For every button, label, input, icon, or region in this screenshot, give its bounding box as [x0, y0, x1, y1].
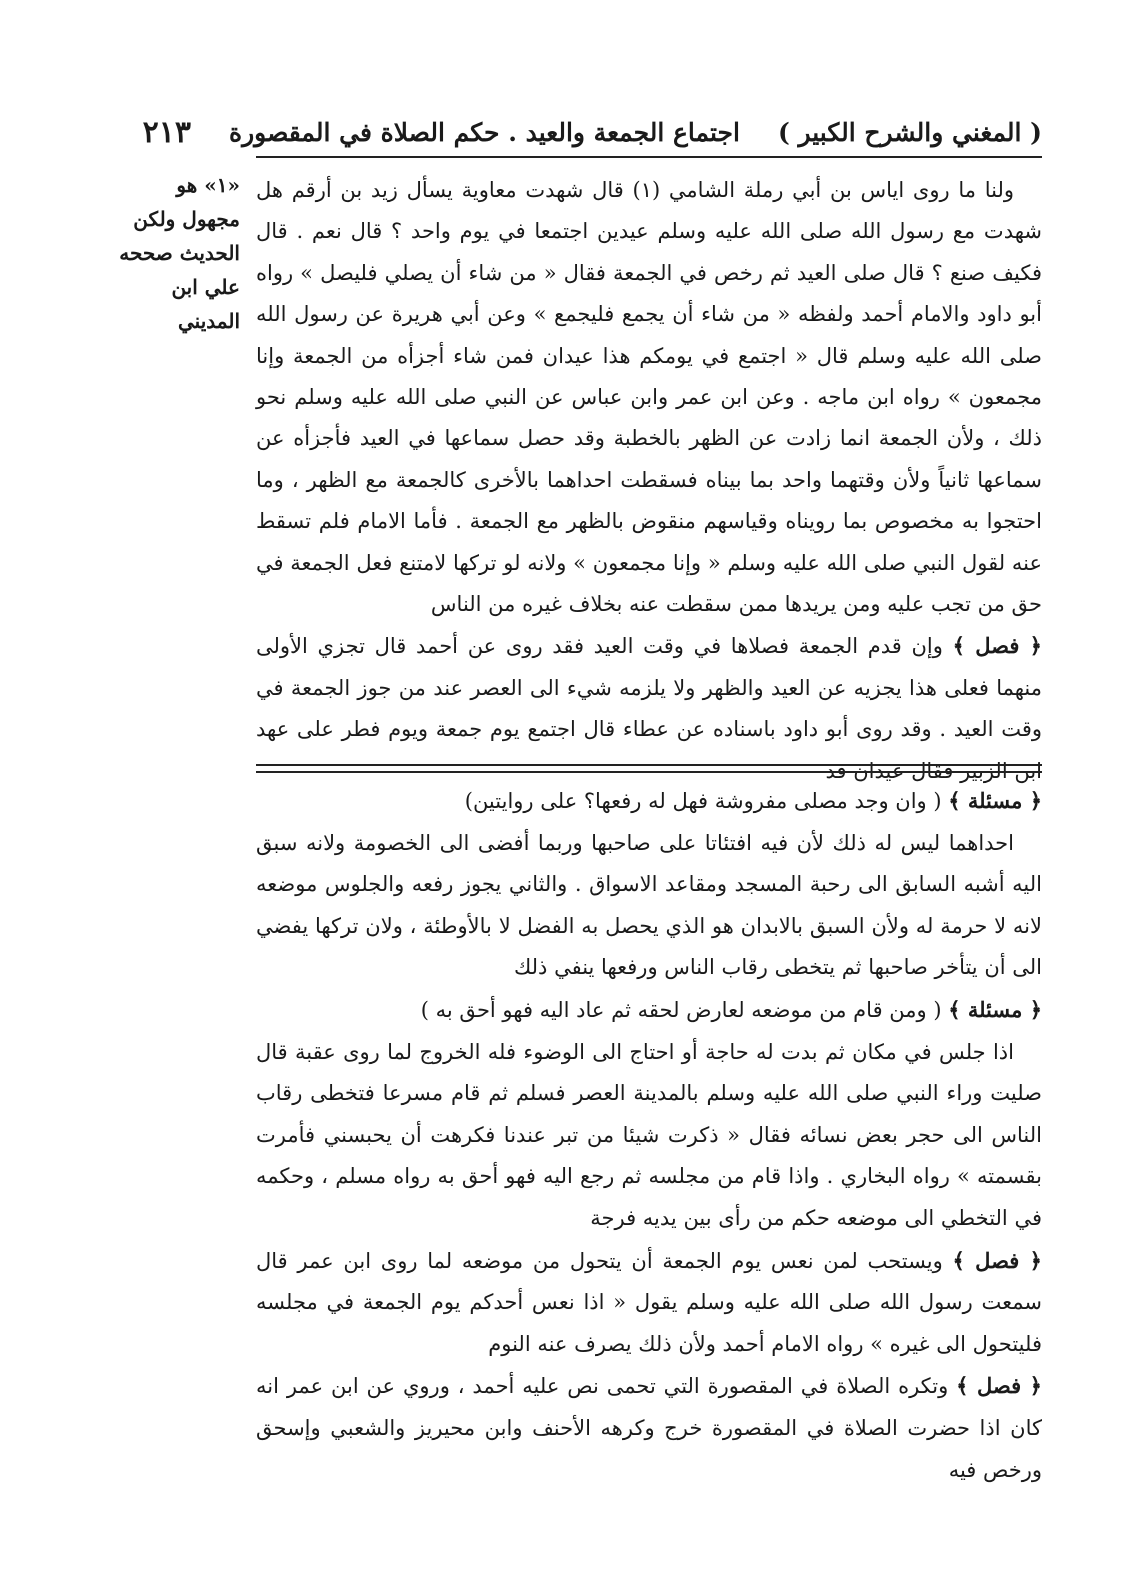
masala-text: ( ومن قام من موضعه لعارض لحقه ثم عاد اليه فهو أحق به ): [420, 997, 942, 1022]
header-rule: [256, 156, 1042, 158]
section-title: اجتماع الجمعة والعيد . حكم الصلاة في المقصورة: [229, 117, 740, 147]
running-header: [142, 112, 1042, 152]
book-title: ( المغني والشرح الكبير ): [777, 117, 1042, 147]
masala-text: ( وان وجد مصلى مفروشة فهل له رفعها؟ على روايتين): [464, 789, 942, 813]
paragraph-leaving-seat: اذا جلس في مكان ثم بدت له حاجة أو احتاج الى الوضوء فله الخروج لما روى عقبة قال صليت وراء النبي صلى الله عليه وسلم بالمدينة العصر فسلم ثم قام مسرعا فتخطى رقاب الناس الى حجر بعض نسائه فقال « ذكرت شيئا من تبر عندنا فكرهت أن يحبسني فأمرت بقسمته » رواه البخاري . واذا قام من مجلسه ثم رجع اليه فهو أحق به رواه مسلم ، وحكمه في التخطي الى موضعه حكم من رأى بين يديه فرجة: [256, 1039, 1042, 1230]
masala-label: ﴿ مسئلة ﴾: [948, 996, 1042, 1022]
fasl-text: وتكره الصلاة في المقصورة التي تحمى نص عليه أحمد ، وروي عن ابن عمر انه كان اذا حضرت الصلاة في المقصورة خرج وكرهه الأحنف وابن محيريز والشعبي وإسحق ورخص فيه: [256, 1374, 1042, 1482]
fasl-label: ﴿ فصل ﴾: [956, 1373, 1042, 1399]
masala-prayer-mat: [256, 780, 1042, 823]
masala-label: ﴿ مسئلة ﴾: [948, 788, 1042, 813]
paragraph-two-narrations: احداهما ليس له ذلك لأن فيه افتئاتا على صاحبها وربما أفضى الى الخصومة ولانه سبق اليه أشبه السابق الى رحبة المسجد ومقاعد الاسواق . والثاني يجوز رفعه والجلوس موضعه لانه لا حرمة له ولأن السبق بالابدان هو الذي يحصل به الفضل لا بالأوطئة ، ولان تركها يفضي الى أن يتأخر صاحبها ثم يتخطى رقاب الناس ورفعها ينفي ذلك: [256, 830, 1042, 980]
fasl-label: ﴿ فصل ﴾: [952, 633, 1042, 659]
masala-returning-seat: [256, 989, 1042, 1032]
upper-text-block: [256, 170, 1042, 792]
fasl-dozing: [256, 1240, 1042, 1366]
fasl-text: وإن قدم الجمعة فصلاها في وقت العيد فقد روى عن أحمد قال تجزي الأولى منهما فعلى هذا يجزيه عن العيد والظهر ولا يلزمه شيء الى العصر عند من جوز الجمعة في وقت العيد . وقد روى أبو داود باسناده عن عطاء قال اجتمع يوم جمعة ويوم فطر على عهد ابن الزبير فقال عيدان قد: [256, 634, 1042, 783]
footnote-text: هو مجهول ولكن الحديث صححه علي ابن المديني: [119, 173, 240, 333]
footnote-marker: «١»: [204, 173, 240, 197]
fasl-text: ويستحب لمن نعس يوم الجمعة أن يتحول من موضعه لما روى ابن عمر قال سمعت رسول الله صلى الله عليه وسلم يقول « اذا نعس أحدكم يوم الجمعة في مجلسه فليتحول الى غيره » رواه الامام أحمد ولأن ذلك يصرف عنه النوم: [256, 1248, 1043, 1356]
section-divider: [256, 764, 1042, 773]
fasl-label: ﴿ فصل ﴾: [952, 1247, 1042, 1273]
lower-text-block: [256, 780, 1042, 1491]
margin-footnote: [112, 168, 240, 338]
paragraph-evidence: ولنا ما روى اياس بن أبي رملة الشامي (١) قال شهدت معاوية يسأل زيد بن أرقم هل شهدت مع رسول الله صلى الله عليه وسلم عيدين اجتمعا في يوم واحد ؟ قال نعم . قال فكيف صنع ؟ قال صلى العيد ثم رخص في الجمعة فقال « من شاء أن يصلي فليصل » رواه أبو داود والامام أحمد ولفظه « من شاء أن يجمع فليجمع » وعن أبي هريرة عن رسول الله صلى الله عليه وسلم قال « اجتمع في يومكم هذا عيدان فمن شاء أجزأه من الجمعة وإنا مجمعون » رواه ابن ماجه . وعن ابن عمر وابن عباس عن النبي صلى الله عليه وسلم نحو ذلك ، ولأن الجمعة انما زادت عن الظهر بالخطبة وقد حصل سماعها في العيد فأجزأه عن سماعها ثانياً ولأن وقتهما واحد بما بيناه فسقطت احداهما بالأخرى كالجمعة مع الظهر ، وما احتجوا به مخصوص بما رويناه وقياسهم منقوض بالظهر مع الجمعة . فأما الامام فلم تسقط عنه لقول النبي صلى الله عليه وسلم « وإنا مجمعون » ولانه لو تركها لامتنع فعل الجمعة في حق من تجب عليه ومن يريدها ممن سقطت عنه بخلاف غيره من الناس: [256, 178, 1042, 617]
page-number: ٢١٣: [142, 114, 192, 150]
fasl-maqsura: [256, 1365, 1042, 1491]
